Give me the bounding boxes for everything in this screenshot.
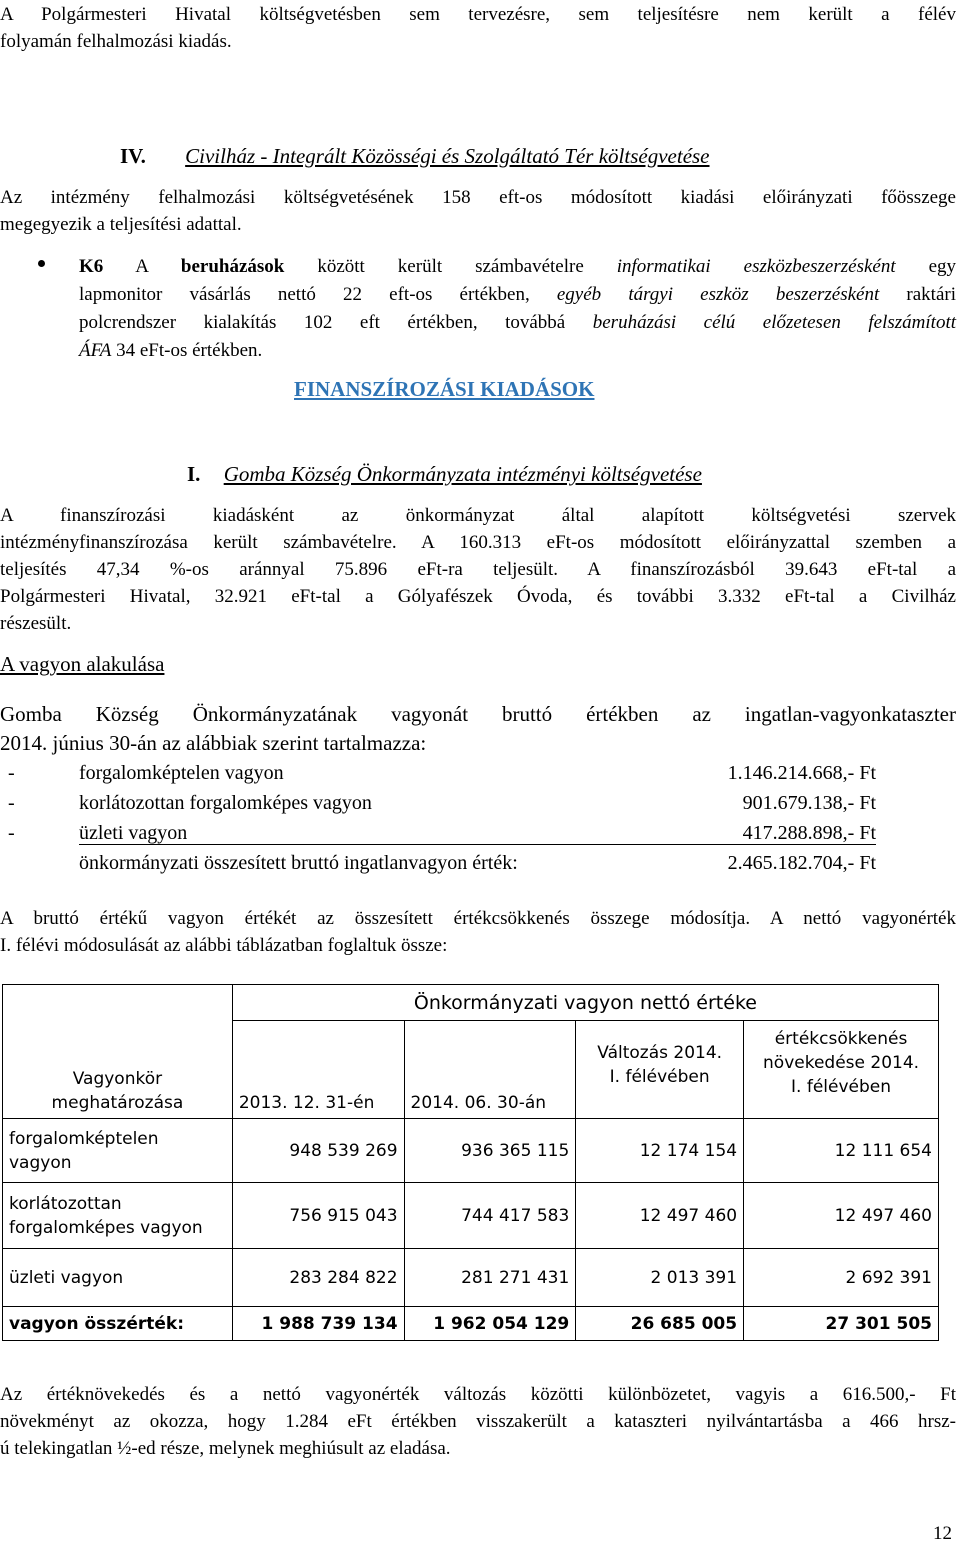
- fin-paragraph-line-3: teljesítés 47,34 %-os aránnyal 75.896 eFt-ra teljesült. A finanszírozásból 39.643 eFt-tal a: [0, 559, 956, 580]
- dash: -: [8, 762, 15, 784]
- text: A: [135, 256, 148, 277]
- fin-paragraph-line-1: A finanszírozási kiadásként az önkormányzat által alapított költségvetési szervek: [0, 505, 956, 526]
- header-text: I. félévében: [609, 1067, 710, 1087]
- bullet-line-2: [79, 282, 956, 308]
- vagyon-paragraph-line-2: 2014. június 30-án az alábbiak szerint tartalmazza:: [0, 731, 427, 755]
- text: lapmonitor vásárlás nettó 22 eft-os értékben,: [79, 284, 530, 305]
- header-cell-change: [576, 1021, 744, 1119]
- row-label: üzleti vagyon: [3, 1249, 233, 1307]
- vagyon-paragraph2-line-1: A bruttó értékű vagyon értékét az összesített értékcsökkenés összege módosítja. A nettó vagyonérték: [0, 908, 956, 929]
- cell-value: 1 962 054 129: [404, 1307, 576, 1341]
- cell-value: 948 539 269: [232, 1119, 404, 1183]
- bullet-line-3: [79, 310, 956, 336]
- fin-paragraph-line-2: intézményfinanszírozása került számbavételre. A 160.313 eFt-os módosított előirányzattal szemben a: [0, 532, 956, 553]
- section-4-paragraph-line-2: megegyezik a teljesítési adattal.: [0, 214, 242, 235]
- text-italic: beruházási célú előzetesen felszámított: [592, 312, 956, 333]
- table-row: [3, 1119, 939, 1183]
- cell-value: 12 497 460: [576, 1183, 744, 1249]
- cell-value: 12 497 460: [744, 1183, 939, 1249]
- table-row: [3, 1249, 939, 1307]
- row-label: vagyon összérték:: [3, 1307, 233, 1341]
- asset-label: korlátozottan forgalomképes vagyon: [79, 792, 372, 814]
- asset-value-table: [2, 984, 939, 1341]
- header-text: Változás 2014.: [597, 1043, 723, 1063]
- text: között került számbavételre: [317, 256, 584, 277]
- table-total-row: [3, 1307, 939, 1341]
- header-cell-category: [3, 985, 233, 1119]
- dash: -: [8, 792, 15, 814]
- bullet-line-1: [79, 254, 956, 280]
- asset-value: 1.146.214.668,- Ft: [727, 762, 876, 784]
- row-label: [3, 1183, 233, 1249]
- text-italic: egyéb tárgyi eszköz beszerzésként: [556, 284, 880, 305]
- bullet-line-4: [79, 338, 262, 364]
- sum-underline: [79, 844, 876, 845]
- cell-value: 936 365 115: [404, 1119, 576, 1183]
- cell-value: 2 692 391: [744, 1249, 939, 1307]
- asset-total-label: önkormányzati összesített bruttó ingatlanvagyon érték:: [79, 852, 518, 874]
- closing-line-1: Az értéknövekedés és a nettó vagyonérték változás közötti különbözetet, vagyis a 616.500,- Ft: [0, 1384, 956, 1405]
- text-italic: ÁFA: [79, 340, 112, 361]
- cell-value: 281 271 431: [404, 1249, 576, 1307]
- fin-title: Gomba Község Önkormányzata intézményi költségvetése: [223, 462, 702, 486]
- section-4-numeral: IV.: [120, 144, 146, 168]
- asset-total-value: 2.465.182.704,- Ft: [727, 852, 876, 874]
- section-4-paragraph-line-1: Az intézmény felhalmozási költségvetésének 158 eft-os módosított kiadási előirányzati főösszege: [0, 187, 956, 208]
- dash: -: [8, 822, 15, 844]
- header-text: I. félévében: [791, 1077, 892, 1097]
- text: raktári: [906, 284, 956, 305]
- section-4-heading: [120, 143, 710, 169]
- text-bold: beruházások: [180, 256, 285, 277]
- cell-value: 756 915 043: [232, 1183, 404, 1249]
- asset-label: üzleti vagyon: [79, 822, 188, 844]
- cell-value: 2 013 391: [576, 1249, 744, 1307]
- text-italic: informatikai eszközbeszerzésként: [616, 256, 896, 277]
- text: polcrendszer kialakítás 102 eft értékben, továbbá: [79, 312, 566, 333]
- row-label-text: forgalomképtelen: [9, 1128, 159, 1149]
- asset-label: forgalomképtelen vagyon: [79, 762, 284, 784]
- table-group-header-row: [3, 985, 939, 1021]
- header-text: meghatározása: [51, 1093, 184, 1113]
- section-4-title: Civilház - Integrált Közösségi és Szolgáltató Tér költségvetése: [185, 144, 710, 168]
- fin-heading: FINANSZÍROZÁSI KIADÁSOK: [294, 377, 595, 401]
- cell-value: 12 174 154: [576, 1119, 744, 1183]
- table-row: [3, 1183, 939, 1249]
- vagyon-paragraph2-line-2: I. félévi módosulását az alábbi táblázatban foglaltuk össze:: [0, 935, 448, 956]
- header-cell-2014: 2014. 06. 30-án: [404, 1021, 576, 1119]
- asset-value: 417.288.898,- Ft: [742, 822, 876, 844]
- cell-value: 744 417 583: [404, 1183, 576, 1249]
- fin-paragraph-line-5: részesült.: [0, 613, 72, 634]
- closing-line-3: ú telekingatlan ½-ed része, melynek meghiúsult az eladása.: [0, 1438, 451, 1459]
- text: 34 eFt-os értékben.: [116, 340, 263, 361]
- page-number: 12: [933, 1523, 952, 1544]
- header-text: Vagyonkör: [72, 1069, 163, 1089]
- k6-label: K6: [79, 256, 104, 277]
- row-label-text: forgalomképes vagyon: [9, 1217, 203, 1238]
- closing-line-2: növekményt az okozza, hogy 1.284 eFt értékben visszakerült a kataszteri nyilvántartásba a 466 hrsz-: [0, 1411, 956, 1432]
- header-text: értékcsökkenés: [774, 1029, 908, 1049]
- header-cell-group: Önkormányzati vagyon nettó értéke: [232, 985, 938, 1021]
- row-label-text: vagyon: [9, 1152, 72, 1173]
- row-label-text: korlátozottan: [9, 1193, 122, 1214]
- fin-numeral: I.: [187, 462, 201, 486]
- vagyon-paragraph-line-1: Gomba Község Önkormányzatának vagyonát bruttó értékben az ingatlan-vagyonkataszter: [0, 702, 956, 726]
- intro-line-1: A Polgármesteri Hivatal költségvetésben sem tervezésre, sem teljesítésre nem került a félév: [0, 4, 956, 25]
- fin-section-heading: [187, 461, 702, 487]
- vagyon-heading: A vagyon alakulása: [0, 652, 165, 676]
- cell-value: 27 301 505: [744, 1307, 939, 1341]
- row-label: [3, 1119, 233, 1183]
- text: egy: [928, 256, 957, 277]
- intro-line-2: folyamán felhalmozási kiadás.: [0, 31, 232, 52]
- fin-paragraph-line-4: Polgármesteri Hivatal, 32.921 eFt-tal a Gólyafészek Óvoda, és további 3.332 eFt-tal a Civilház: [0, 586, 956, 607]
- asset-value: 901.679.138,- Ft: [742, 792, 876, 814]
- header-cell-depreciation: [744, 1021, 939, 1119]
- cell-value: 283 284 822: [232, 1249, 404, 1307]
- cell-value: 26 685 005: [576, 1307, 744, 1341]
- bullet-dot: [38, 260, 45, 267]
- cell-value: 1 988 739 134: [232, 1307, 404, 1341]
- cell-value: 12 111 654: [744, 1119, 939, 1183]
- header-cell-2013: 2013. 12. 31-én: [232, 1021, 404, 1119]
- header-text: növekedése 2014.: [763, 1053, 920, 1073]
